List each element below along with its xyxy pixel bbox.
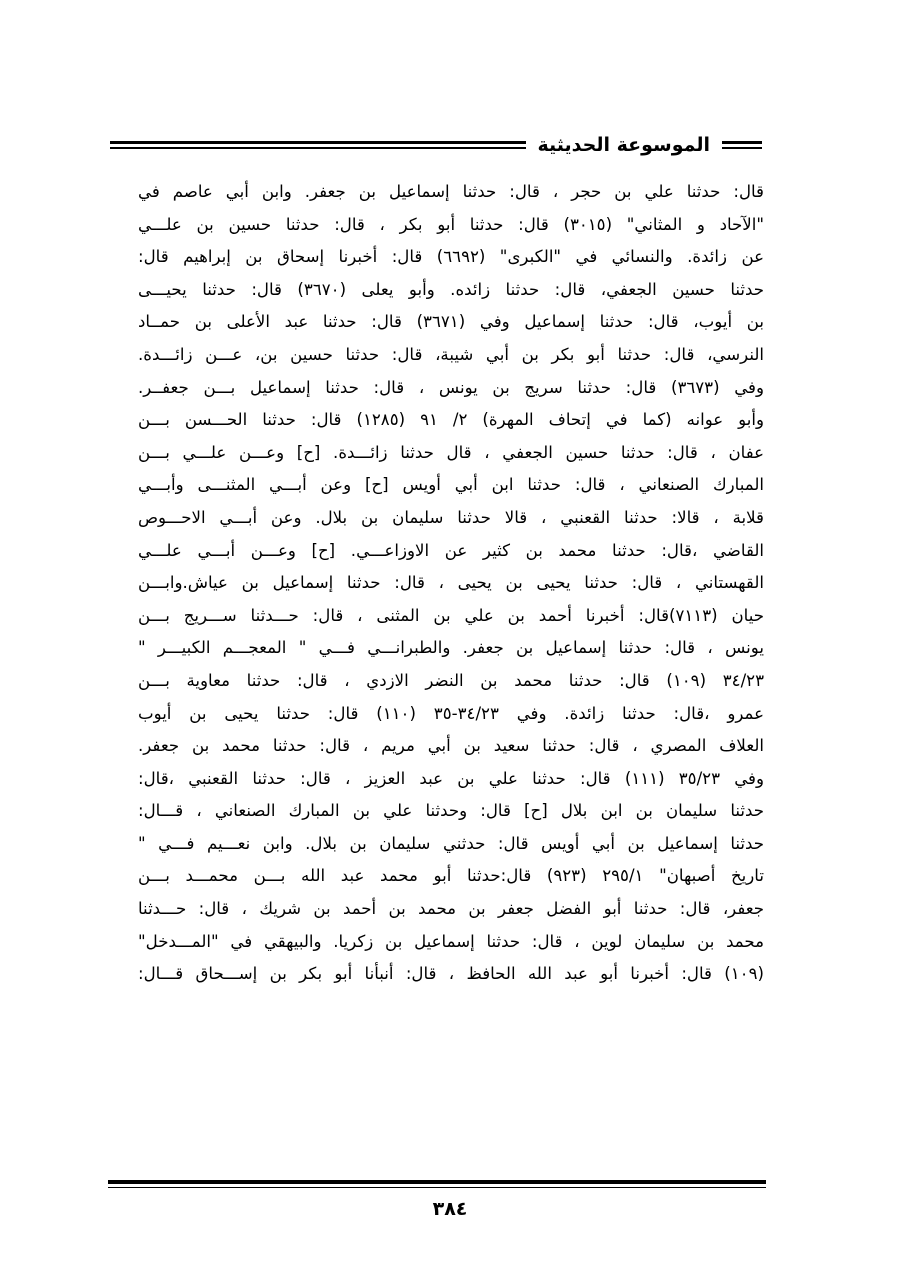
page-body [138, 176, 764, 991]
text-line: وأبو عوانه (كما في إتحاف المهرة) ٢/ ٩١ (١٢٨٥) قال: حدثنا الحـــسن بـــن [138, 410, 764, 430]
text-line: عمرو ،قال: حدثنا زائدة. وفي ٣٤/٢٣-٣٥ (١١٠) قال: حدثنا يحيى بن أيوب [138, 703, 764, 723]
text-line: القهستاني ، قال: حدثنا يحيى بن يحيى ، قال: حدثنا إسماعيل بن عياش.وابـــن [138, 573, 764, 593]
text-line: (١٠٩) قال: أخبرنا أبو عبد الله الحافظ ، قال: أنبأنا أبو بكر بن إســـحاق قـــال: [138, 964, 764, 984]
text-line: العلاف المصري ، قال: حدثنا سعيد بن أبي مريم ، قال: حدثنا محمد بن جعفر. [138, 736, 764, 756]
text-line: عفان ، قال: حدثنا حسين الجعفي ، قال حدثنا زائـــدة. [ح] وعـــن علـــي بـــن [138, 442, 764, 462]
header-rule-left [110, 141, 526, 149]
text-line: ٣٤/٢٣ (١٠٩) قال: حدثنا محمد بن النضر الازدي ، قال: حدثنا معاوية بـــن [138, 670, 764, 690]
text-line: حيان (٧١١٣)قال: أخبرنا أحمد بن علي بن المثنى ، قال: حـــدثنا ســـريج بـــن [138, 605, 764, 625]
text-line: وفي (٣٦٧٣) قال: حدثنا سريج بن يونس ، قال: حدثنا إسماعيل بـــن جعفــر. [138, 377, 764, 397]
header-rule-right [722, 141, 762, 149]
text-line: محمد بن سليمان لوين ، قال: حدثنا إسماعيل بن زكريا. والبيهقي في "المـــدخل" [138, 931, 764, 951]
page-number: ٣٨٤ [432, 1198, 468, 1220]
text-line: "الآحاد و المثاني" (٣٠١٥) قال: حدثنا أبو بكر ، قال: حدثنا حسين بن علـــي [138, 214, 764, 234]
text-line: حدثنا إسماعيل بن أبي أويس قال: حدثني سليمان بن بلال. وابن نعـــيم فـــي " [138, 833, 764, 853]
text-line: جعفر، قال: حدثنا أبو الفضل جعفر بن محمد بن أحمد بن شريك ، قال: حـــدثنا [138, 899, 764, 919]
book-title: الموسوعة الحديثية [537, 134, 710, 156]
text-line: قلابة ، قالا: حدثنا القعنبي ، قالا حدثنا سليمان بن بلال. وعن أبـــي الاحـــوص [138, 507, 764, 527]
footer-rule-thin [108, 1187, 766, 1188]
text-line: النرسي، قال: حدثنا أبو بكر بن أبي شيبة، قال: حدثنا حسين بن، عـــن زائـــدة. [138, 344, 764, 364]
text-line: القاضي ،قال: حدثنا محمد بن كثير عن الاوزاعـــي. [ح] وعـــن أبـــي علـــي [138, 540, 764, 560]
text-line: عن زائدة. والنسائي في "الكبرى" (٦٦٩٢) قال: أخبرنا إسحاق بن إبراهيم قال: [138, 247, 764, 267]
text-line: تاريخ أصبهان" ٢٩٥/١ (٩٢٣) قال:حدثنا أبو محمد عبد الله بـــن محمـــد بـــن [138, 866, 764, 886]
text-line: بن أيوب، قال: حدثنا إسماعيل وفي (٣٦٧١) قال: حدثنا عبد الأعلى بن حمــاد [138, 312, 764, 332]
text-line: وفي ٣٥/٢٣ (١١١) قال: حدثنا علي بن عبد العزيز ، قال: حدثنا القعنبي ،قال: [138, 768, 764, 788]
running-header [110, 128, 762, 162]
text-line: المبارك الصنعاني ، قال: حدثنا ابن أبي أويس [ح] وعن أبـــي المثنـــى وأبـــي [138, 475, 764, 495]
text-line: حدثنا حسين الجعفي، قال: حدثنا زائده. وأبو يعلى (٣٦٧٠) قال: حدثنا يحيـــى [138, 279, 764, 299]
footer-rule [108, 1180, 766, 1188]
text-line: حدثنا سليمان بن ابن بلال [ح] قال: وحدثنا علي بن المبارك الصنعاني ، قـــال: [138, 801, 764, 821]
text-line: قال: حدثنا علي بن حجر ، قال: حدثنا إسماعيل بن جعفر. وابن أبي عاصم في [138, 182, 764, 201]
text-line: يونس ، قال: حدثنا إسماعيل بن جعفر. والطبرانـــي فـــي " المعجـــم الكبيـــر " [138, 638, 764, 658]
